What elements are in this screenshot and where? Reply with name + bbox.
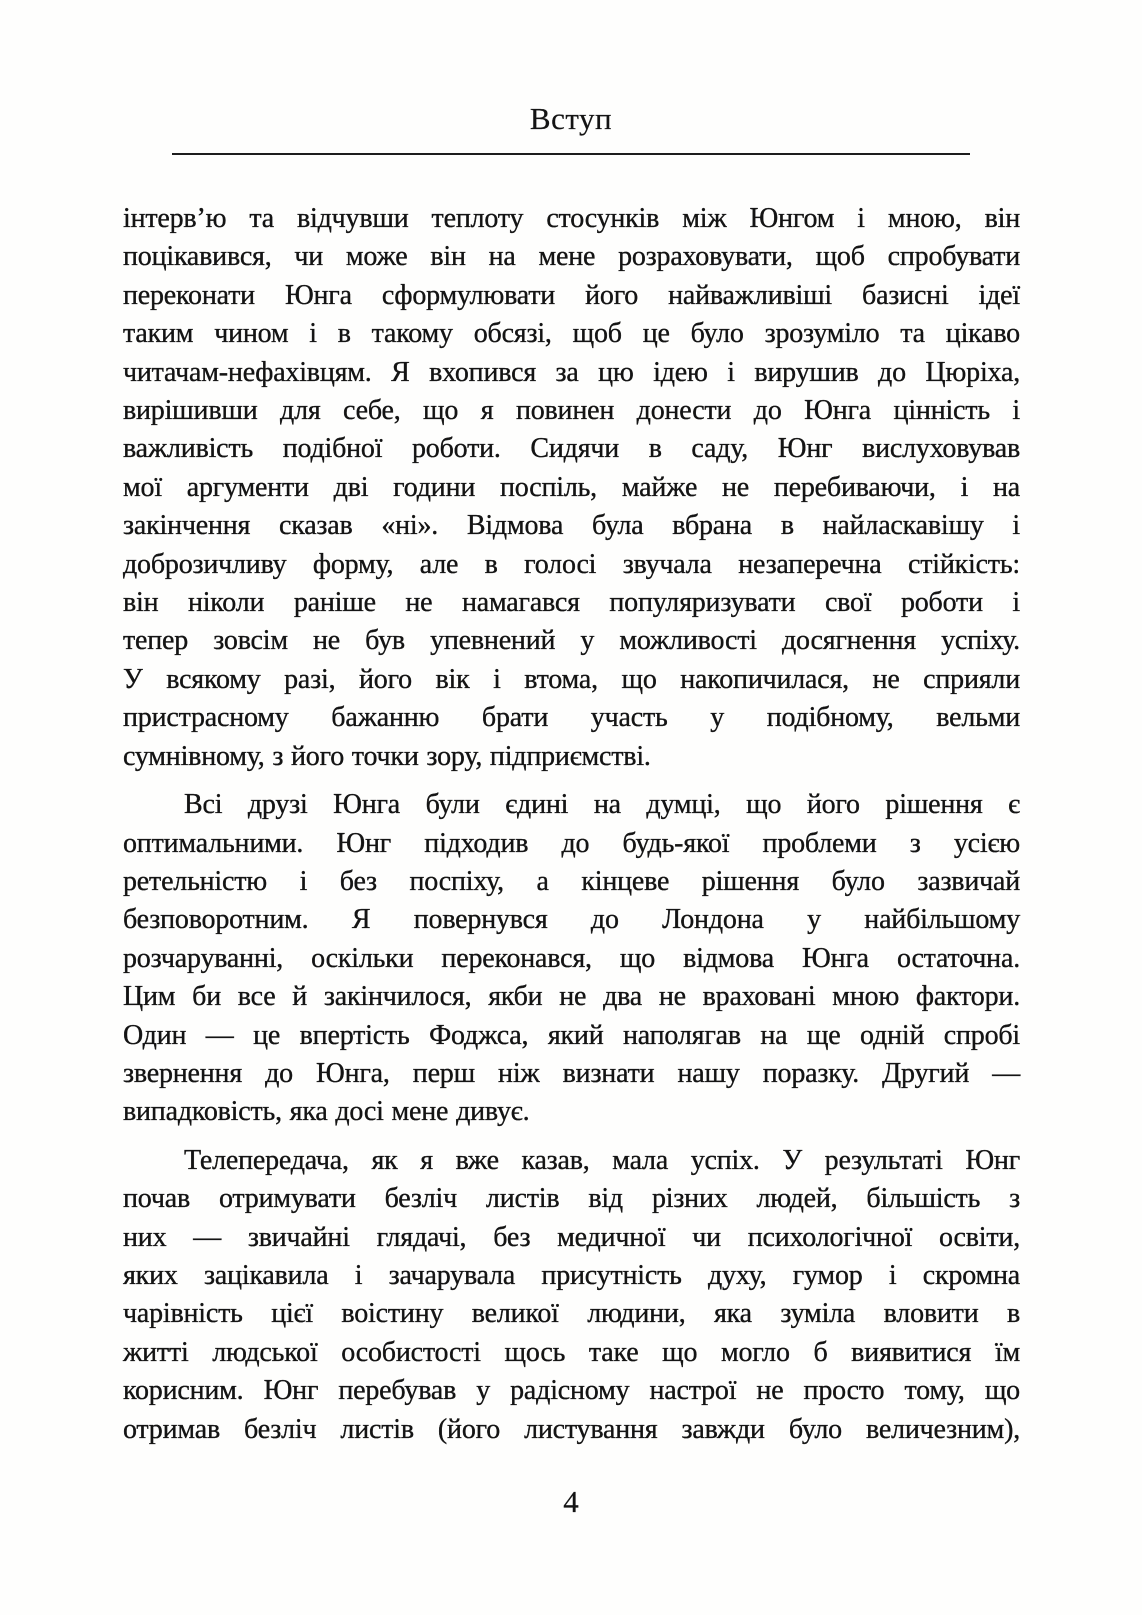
text-line: мої аргументи дві години поспіль, майже не перебиваючи, і на — [123, 471, 1020, 503]
text-line: оптимальними. Юнг підходив до будь-якої проблеми з усією — [123, 827, 1020, 859]
body-text — [123, 200, 1020, 1449]
text-line: важливість подібної роботи. Сидячи в саду, Юнг вислуховував — [123, 433, 1020, 465]
text-line: чарівність цієї воістину великої людини, яка зуміла вловити в — [123, 1298, 1020, 1330]
text-line: вирішивши для себе, що я повинен донести до Юнга цінність і — [123, 395, 1020, 427]
page-number: 4 — [563, 1484, 579, 1519]
text-line: сумнівному, з його точки зору, підприємстві. — [123, 740, 651, 772]
text-line: корисним. Юнг перебував у радісному настрої не просто тому, що — [123, 1375, 1020, 1407]
text-line: яких зацікавила і зачарувала присутність духу, гумор і скромна — [123, 1259, 1020, 1291]
text-line: пристрасному бажанню брати участь у подібному, вельми — [123, 702, 1020, 734]
text-line: ретельністю і без поспіху, а кінцеве рішення було зазвичай — [123, 865, 1020, 897]
text-line: розчаруванні, оскільки переконався, що відмова Юнга остаточна. — [123, 942, 1020, 974]
chapter-title: Вступ — [529, 101, 613, 136]
text-line: таким чином і в такому обсязі, щоб це було зрозуміло та цікаво — [123, 318, 1020, 350]
text-line: Телепередача, як я вже казав, мала успіх. У результаті Юнг — [184, 1144, 1020, 1176]
text-line: інтерв’ю та відчувши теплоту стосунків між Юнгом і мною, він — [123, 203, 1020, 234]
text-line: переконати Юнга сформулювати його найважливіші базисні ідеї — [123, 279, 1020, 311]
text-line: житті людської особистості щось таке що могло б виявитися їм — [123, 1336, 1020, 1368]
text-line: поцікавився, чи може він на мене розраховувати, щоб спробувати — [123, 241, 1020, 273]
text-line: випадковість, яка досі мене дивує. — [123, 1096, 530, 1128]
page-header — [0, 0, 1142, 155]
text-line: безповоротним. Я повернувся до Лондона у найбільшому — [123, 904, 1020, 936]
paragraph — [123, 200, 1020, 776]
text-line: читачам-нефахівцям. Я вхопився за цю ідею і вирушив до Цюріха, — [123, 356, 1020, 388]
header-rule — [172, 153, 970, 155]
paragraph — [123, 1142, 1020, 1449]
text-line: він ніколи раніше не намагався популяризувати свої роботи і — [123, 587, 1020, 619]
text-line: почав отримувати безліч листів від різних людей, більшість з — [123, 1183, 1020, 1215]
page-footer — [0, 1484, 1142, 1520]
text-line: Всі друзі Юнга були єдині на думці, що його рішення є — [184, 789, 1020, 821]
text-line: Один — це впертість Фоджса, який наполягав на ще одній спробі — [123, 1019, 1020, 1051]
text-line: них — звичайні глядачі, без медичної чи психологічної освіти, — [123, 1221, 1020, 1253]
text-line: доброзичливу форму, але в голосі звучала незаперечна стійкість: — [123, 548, 1020, 580]
text-line: Цим би все й закінчилося, якби не два не враховані мною фактори. — [123, 981, 1020, 1013]
text-line: У всякому разі, його вік і втома, що накопичилася, не сприяли — [123, 663, 1020, 695]
paragraph — [123, 786, 1020, 1132]
text-line: закінчення сказав «ні». Відмова була вбрана в найласкавішу і — [123, 510, 1020, 542]
text-line: тепер зовсім не був упевнений у можливості досягнення успіху. — [123, 625, 1020, 657]
text-line: отримав безліч листів (його листування завжди було величезним), — [123, 1413, 1020, 1445]
text-line: звернення до Юнга, перш ніж визнати нашу поразку. Другий — — [123, 1057, 1020, 1089]
